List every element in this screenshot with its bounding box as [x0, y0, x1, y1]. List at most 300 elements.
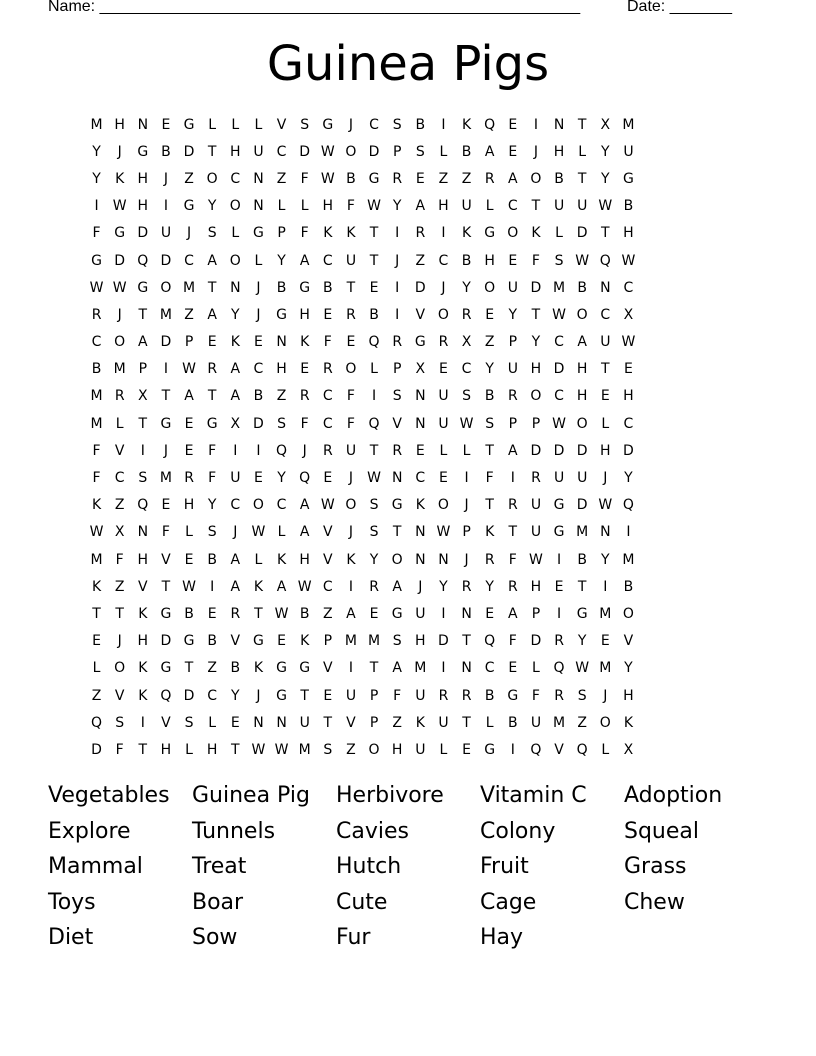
grid-letter: Q — [368, 415, 380, 432]
grid-letter: G — [553, 497, 565, 514]
grid-letter: M — [368, 633, 381, 650]
grid-row — [85, 356, 733, 383]
grid-letter: S — [184, 714, 194, 731]
grid-letter: S — [392, 116, 402, 133]
word-bank-item: Herbivore — [336, 783, 444, 808]
grid-letter: E — [230, 714, 240, 731]
grid-letter: G — [183, 116, 195, 133]
grid-letter: Y — [601, 143, 610, 160]
grid-letter: T — [485, 497, 494, 514]
grid-letter: Z — [91, 687, 102, 704]
grid-letter: E — [439, 361, 448, 378]
grid-letter: T — [577, 170, 587, 187]
grid-letter: T — [369, 225, 379, 242]
grid-letter: Y — [231, 306, 240, 323]
grid-letter: O — [437, 306, 449, 323]
grid-letter: J — [163, 170, 168, 187]
grid-letter: W — [274, 605, 289, 622]
grid-letter: W — [297, 578, 312, 595]
grid-letter: E — [554, 578, 564, 595]
grid-letter: K — [138, 660, 148, 677]
grid-letter: O — [345, 497, 357, 514]
grid-letter: G — [206, 415, 218, 432]
grid-letter: Y — [531, 334, 541, 351]
grid-letter: X — [114, 524, 125, 541]
grid-letter: G — [160, 415, 172, 432]
grid-letter: D — [183, 687, 195, 704]
grid-letter: W — [621, 334, 636, 351]
grid-letter: A — [299, 497, 310, 514]
grid-letter: C — [207, 687, 218, 704]
grid-letter: W — [274, 741, 289, 758]
grid-letter: P — [369, 687, 379, 704]
grid-letter: B — [484, 388, 495, 405]
grid-letter: V — [161, 551, 171, 568]
grid-letter: W — [89, 524, 104, 541]
grid-letter: J — [348, 524, 353, 541]
grid-letter: N — [461, 605, 472, 622]
grid-letter: O — [391, 551, 403, 568]
word-bank-item: Chew — [624, 889, 685, 915]
grid-letter: M — [414, 660, 427, 677]
grid-letter: H — [391, 741, 403, 758]
grid-row — [85, 546, 733, 573]
grid-letter: N — [230, 279, 241, 296]
grid-letter: D — [91, 741, 102, 758]
grid-letter: T — [531, 306, 541, 323]
word-bank-item: Guinea Pig — [192, 783, 310, 808]
grid-letter: E — [277, 633, 286, 650]
grid-letter: T — [392, 524, 402, 541]
grid-row — [85, 655, 733, 682]
grid-letter: S — [300, 116, 310, 133]
grid-letter: C — [600, 306, 611, 323]
grid-letter: W — [575, 252, 590, 269]
grid-letter: R — [438, 687, 449, 704]
grid-letter: E — [161, 497, 171, 514]
grid-letter: B — [91, 361, 102, 378]
word-bank-item: Vegetables — [48, 783, 170, 808]
grid-letter: T — [485, 442, 494, 459]
grid-letter: N — [276, 334, 287, 351]
grid-letter: I — [233, 442, 238, 459]
grid-letter: L — [485, 198, 494, 215]
grid-letter: E — [184, 551, 194, 568]
grid-letter: A — [276, 578, 287, 595]
grid-letter: J — [186, 225, 192, 242]
grid-letter: L — [601, 741, 610, 758]
grid-letter: D — [438, 633, 449, 650]
grid-letter: O — [368, 741, 380, 758]
grid-letter: G — [253, 225, 264, 242]
grid-letter: G — [553, 524, 565, 541]
grid-letter: Q — [299, 470, 311, 487]
grid-letter: Y — [92, 143, 101, 160]
grid-letter: A — [299, 524, 310, 541]
grid-letter: S — [207, 225, 217, 242]
grid-letter: H — [438, 198, 449, 215]
grid-letter: C — [623, 415, 634, 432]
grid-letter: Y — [369, 551, 379, 568]
grid-letter: G — [160, 605, 172, 622]
grid-letter: E — [485, 306, 495, 323]
grid-letter: R — [346, 306, 356, 323]
grid-letter: B — [415, 116, 426, 133]
grid-letter: D — [530, 442, 542, 459]
word-bank-item: Adoption — [624, 783, 723, 808]
grid-letter: T — [601, 361, 610, 378]
grid-letter: B — [484, 687, 495, 704]
grid-letter: R — [392, 442, 403, 459]
grid-letter: R — [554, 633, 564, 650]
grid-letter: X — [600, 116, 611, 133]
grid-row — [85, 492, 733, 519]
grid-letter: A — [508, 605, 518, 622]
grid-letter: W — [112, 279, 127, 296]
grid-letter: B — [346, 170, 356, 187]
grid-letter: Y — [92, 170, 101, 187]
grid-row — [85, 383, 733, 410]
grid-letter: P — [508, 415, 518, 432]
grid-letter: M — [344, 633, 357, 650]
grid-letter: K — [91, 497, 102, 514]
grid-letter: U — [530, 714, 542, 731]
grid-letter: G — [299, 279, 311, 296]
grid-letter: I — [256, 442, 261, 459]
grid-letter: X — [138, 388, 148, 405]
grid-letter: H — [299, 551, 310, 568]
grid-letter: F — [531, 687, 540, 704]
grid-letter: R — [461, 578, 472, 595]
grid-letter: R — [207, 361, 218, 378]
grid-letter: J — [256, 279, 261, 296]
grid-letter: X — [461, 334, 472, 351]
grid-letter: A — [138, 334, 148, 351]
grid-letter: W — [112, 198, 127, 215]
grid-letter: X — [415, 361, 426, 378]
grid-letter: Q — [276, 442, 288, 459]
grid-letter: L — [92, 660, 101, 677]
grid-letter: K — [230, 334, 240, 351]
grid-letter: K — [253, 660, 264, 677]
grid-letter: I — [371, 388, 377, 405]
grid-letter: I — [210, 578, 215, 595]
grid-letter: C — [276, 497, 287, 514]
grid-letter: D — [576, 442, 588, 459]
grid-letter: Q — [137, 497, 149, 514]
grid-letter: F — [346, 388, 355, 405]
grid-letter: E — [600, 388, 610, 405]
grid-row — [85, 600, 733, 627]
grid-letter: F — [300, 170, 309, 187]
grid-letter: O — [114, 334, 126, 351]
grid-letter: B — [508, 714, 518, 731]
grid-letter: K — [323, 225, 333, 242]
grid-letter: U — [507, 279, 518, 296]
grid-letter: T — [577, 578, 587, 595]
grid-letter: J — [418, 578, 423, 595]
grid-letter: K — [346, 225, 356, 242]
grid-letter: R — [507, 497, 518, 514]
grid-letter: F — [393, 687, 402, 704]
grid-letter: W — [251, 741, 266, 758]
grid-letter: F — [300, 415, 309, 432]
grid-letter: J — [163, 442, 168, 459]
grid-letter: W — [320, 497, 335, 514]
grid-letter: U — [530, 497, 542, 514]
grid-letter: C — [369, 116, 379, 133]
grid-letter: Q — [576, 741, 588, 758]
grid-letter: S — [577, 687, 587, 704]
grid-letter: E — [346, 334, 356, 351]
grid-letter: D — [623, 442, 634, 459]
grid-letter: M — [553, 279, 566, 296]
grid-letter: A — [415, 198, 426, 215]
grid-letter: F — [346, 198, 355, 215]
grid-letter: Q — [160, 687, 172, 704]
grid-letter: G — [368, 170, 380, 187]
grid-letter: T — [346, 279, 356, 296]
grid-letter: T — [92, 605, 101, 622]
grid-letter: F — [115, 551, 124, 568]
grid-letter: H — [206, 741, 218, 758]
grid-letter: L — [231, 225, 240, 242]
grid-letter: L — [601, 415, 610, 432]
name-field-label: Name: ______________________________________________________ — [48, 0, 581, 15]
grid-letter: N — [415, 524, 426, 541]
grid-letter: S — [277, 415, 286, 432]
grid-letter: I — [395, 306, 400, 323]
grid-letter: O — [252, 497, 264, 514]
grid-letter: A — [207, 306, 217, 323]
grid-row — [85, 628, 733, 655]
word-bank — [48, 778, 768, 956]
grid-letter: L — [439, 143, 448, 160]
grid-letter: T — [601, 225, 610, 242]
grid-letter: G — [576, 605, 588, 622]
grid-letter: J — [256, 687, 261, 704]
grid-letter: M — [599, 605, 612, 622]
grid-letter: V — [323, 551, 333, 568]
grid-letter: B — [230, 660, 241, 677]
grid-row — [85, 220, 733, 247]
grid-letter: H — [553, 143, 565, 160]
grid-letter: C — [507, 198, 518, 215]
grid-letter: W — [552, 415, 566, 432]
grid-letter: F — [92, 225, 101, 242]
grid-letter: G — [160, 660, 172, 677]
grid-letter: I — [556, 551, 562, 568]
grid-letter: K — [531, 225, 541, 242]
word-bank-item: Fur — [336, 925, 371, 951]
grid-letter: R — [484, 170, 495, 187]
grid-letter: X — [623, 306, 634, 323]
grid-letter: E — [369, 605, 379, 622]
grid-row — [85, 193, 733, 220]
grid-letter: E — [207, 334, 217, 351]
grid-letter: Q — [484, 116, 496, 133]
grid-letter: R — [461, 687, 472, 704]
grid-row — [85, 437, 733, 464]
grid-letter: T — [369, 252, 379, 269]
grid-letter: Y — [508, 306, 518, 323]
grid-letter: J — [441, 279, 446, 296]
grid-letter: L — [439, 442, 448, 459]
grid-letter: U — [507, 361, 518, 378]
grid-letter: I — [395, 225, 400, 242]
grid-row — [85, 247, 733, 274]
grid-letter: I — [348, 660, 353, 677]
grid-letter: H — [183, 497, 195, 514]
grid-letter: I — [556, 605, 562, 622]
grid-letter: Y — [485, 578, 494, 595]
grid-letter: V — [392, 415, 402, 432]
grid-letter: U — [345, 442, 357, 459]
grid-letter: L — [370, 361, 378, 378]
grid-letter: D — [414, 279, 426, 296]
grid-letter: O — [229, 252, 241, 269]
grid-letter: N — [600, 524, 611, 541]
grid-letter: S — [207, 524, 217, 541]
grid-letter: I — [510, 470, 515, 487]
grid-letter: F — [346, 415, 355, 432]
grid-letter: X — [230, 415, 241, 432]
grid-letter: J — [233, 524, 238, 541]
grid-letter: B — [276, 279, 287, 296]
grid-letter: E — [415, 170, 425, 187]
grid-row — [85, 464, 733, 491]
grid-letter: Y — [624, 660, 633, 677]
grid-letter: K — [115, 170, 125, 187]
grid-letter: A — [484, 143, 495, 160]
grid-letter: V — [415, 306, 426, 323]
grid-letter: W — [182, 578, 196, 595]
grid-letter: A — [230, 388, 241, 405]
grid-letter: F — [323, 334, 332, 351]
grid-letter: T — [231, 741, 240, 758]
grid-letter: Y — [577, 633, 587, 650]
grid-letter: C — [484, 660, 495, 677]
grid-letter: U — [623, 143, 634, 160]
grid-letter: A — [299, 252, 310, 269]
grid-letter: U — [253, 143, 264, 160]
grid-letter: T — [369, 442, 379, 459]
grid-letter: S — [392, 633, 402, 650]
grid-letter: P — [184, 334, 194, 351]
grid-letter: Y — [601, 551, 610, 568]
grid-letter: Z — [438, 170, 449, 187]
grid-letter: G — [623, 170, 634, 187]
grid-letter: N — [137, 524, 149, 541]
grid-letter: Y — [439, 578, 448, 595]
grid-letter: G — [137, 279, 149, 296]
word-bank-item: Cavies — [336, 818, 409, 844]
grid-letter: G — [391, 605, 403, 622]
word-bank-item: Boar — [192, 889, 244, 915]
grid-letter: F — [92, 442, 101, 459]
grid-letter: T — [300, 687, 309, 704]
grid-letter: C — [184, 252, 194, 269]
grid-letter: V — [623, 633, 634, 650]
grid-letter: D — [530, 279, 542, 296]
grid-letter: W — [598, 497, 613, 514]
grid-letter: I — [441, 660, 446, 677]
grid-letter: P — [369, 714, 379, 731]
word-bank-item: Diet — [48, 925, 94, 951]
grid-letter: H — [299, 306, 310, 323]
grid-letter: Z — [392, 714, 402, 731]
grid-letter: R — [507, 388, 518, 405]
grid-letter: E — [323, 306, 333, 323]
grid-letter: R — [438, 334, 449, 351]
grid-letter: B — [207, 551, 217, 568]
grid-letter: I — [464, 470, 469, 487]
grid-letter: F — [115, 741, 124, 758]
grid-letter: Q — [137, 252, 149, 269]
grid-letter: S — [138, 470, 148, 487]
grid-letter: T — [577, 116, 587, 133]
grid-letter: F — [92, 470, 101, 487]
grid-letter: B — [323, 279, 333, 296]
grid-letter: T — [323, 714, 333, 731]
grid-letter: S — [115, 714, 125, 731]
grid-letter: M — [298, 741, 311, 758]
grid-letter: J — [464, 551, 469, 568]
grid-letter: W — [251, 524, 266, 541]
grid-letter: M — [159, 470, 172, 487]
grid-letter: N — [276, 714, 287, 731]
grid-letter: N — [553, 116, 565, 133]
grid-letter: O — [160, 279, 172, 296]
grid-letter: B — [184, 605, 194, 622]
grid-letter: H — [415, 633, 426, 650]
word-bank-item: Fruit — [480, 854, 529, 880]
grid-letter: Z — [577, 714, 587, 731]
word-bank-item: Toys — [48, 889, 96, 915]
grid-letter: L — [115, 415, 124, 432]
grid-letter: V — [114, 687, 125, 704]
grid-letter: N — [415, 551, 426, 568]
grid-letter: O — [437, 497, 449, 514]
grid-letter: B — [161, 143, 171, 160]
word-bank-item: Grass — [624, 854, 687, 880]
grid-row — [85, 329, 733, 356]
grid-letter: G — [91, 252, 102, 269]
word-bank-item: Hay — [480, 925, 524, 951]
grid-letter: D — [253, 415, 264, 432]
grid-letter: G — [391, 497, 403, 514]
grid-letter: M — [90, 116, 103, 133]
grid-letter: Y — [207, 497, 217, 514]
grid-letter: M — [90, 415, 103, 432]
word-bank-item: Vitamin C — [480, 783, 587, 808]
grid-letter: Y — [207, 198, 217, 215]
grid-letter: A — [346, 605, 356, 622]
grid-letter: P — [392, 143, 402, 160]
grid-letter: O — [576, 415, 588, 432]
grid-letter: N — [438, 551, 449, 568]
grid-letter: T — [184, 660, 194, 677]
grid-letter: M — [90, 388, 103, 405]
grid-letter: U — [530, 524, 542, 541]
grid-letter: K — [346, 551, 356, 568]
grid-letter: U — [553, 198, 565, 215]
grid-letter: V — [346, 714, 356, 731]
grid-letter: H — [623, 687, 634, 704]
grid-letter: X — [623, 741, 634, 758]
grid-letter: D — [160, 633, 172, 650]
grid-letter: C — [91, 334, 102, 351]
